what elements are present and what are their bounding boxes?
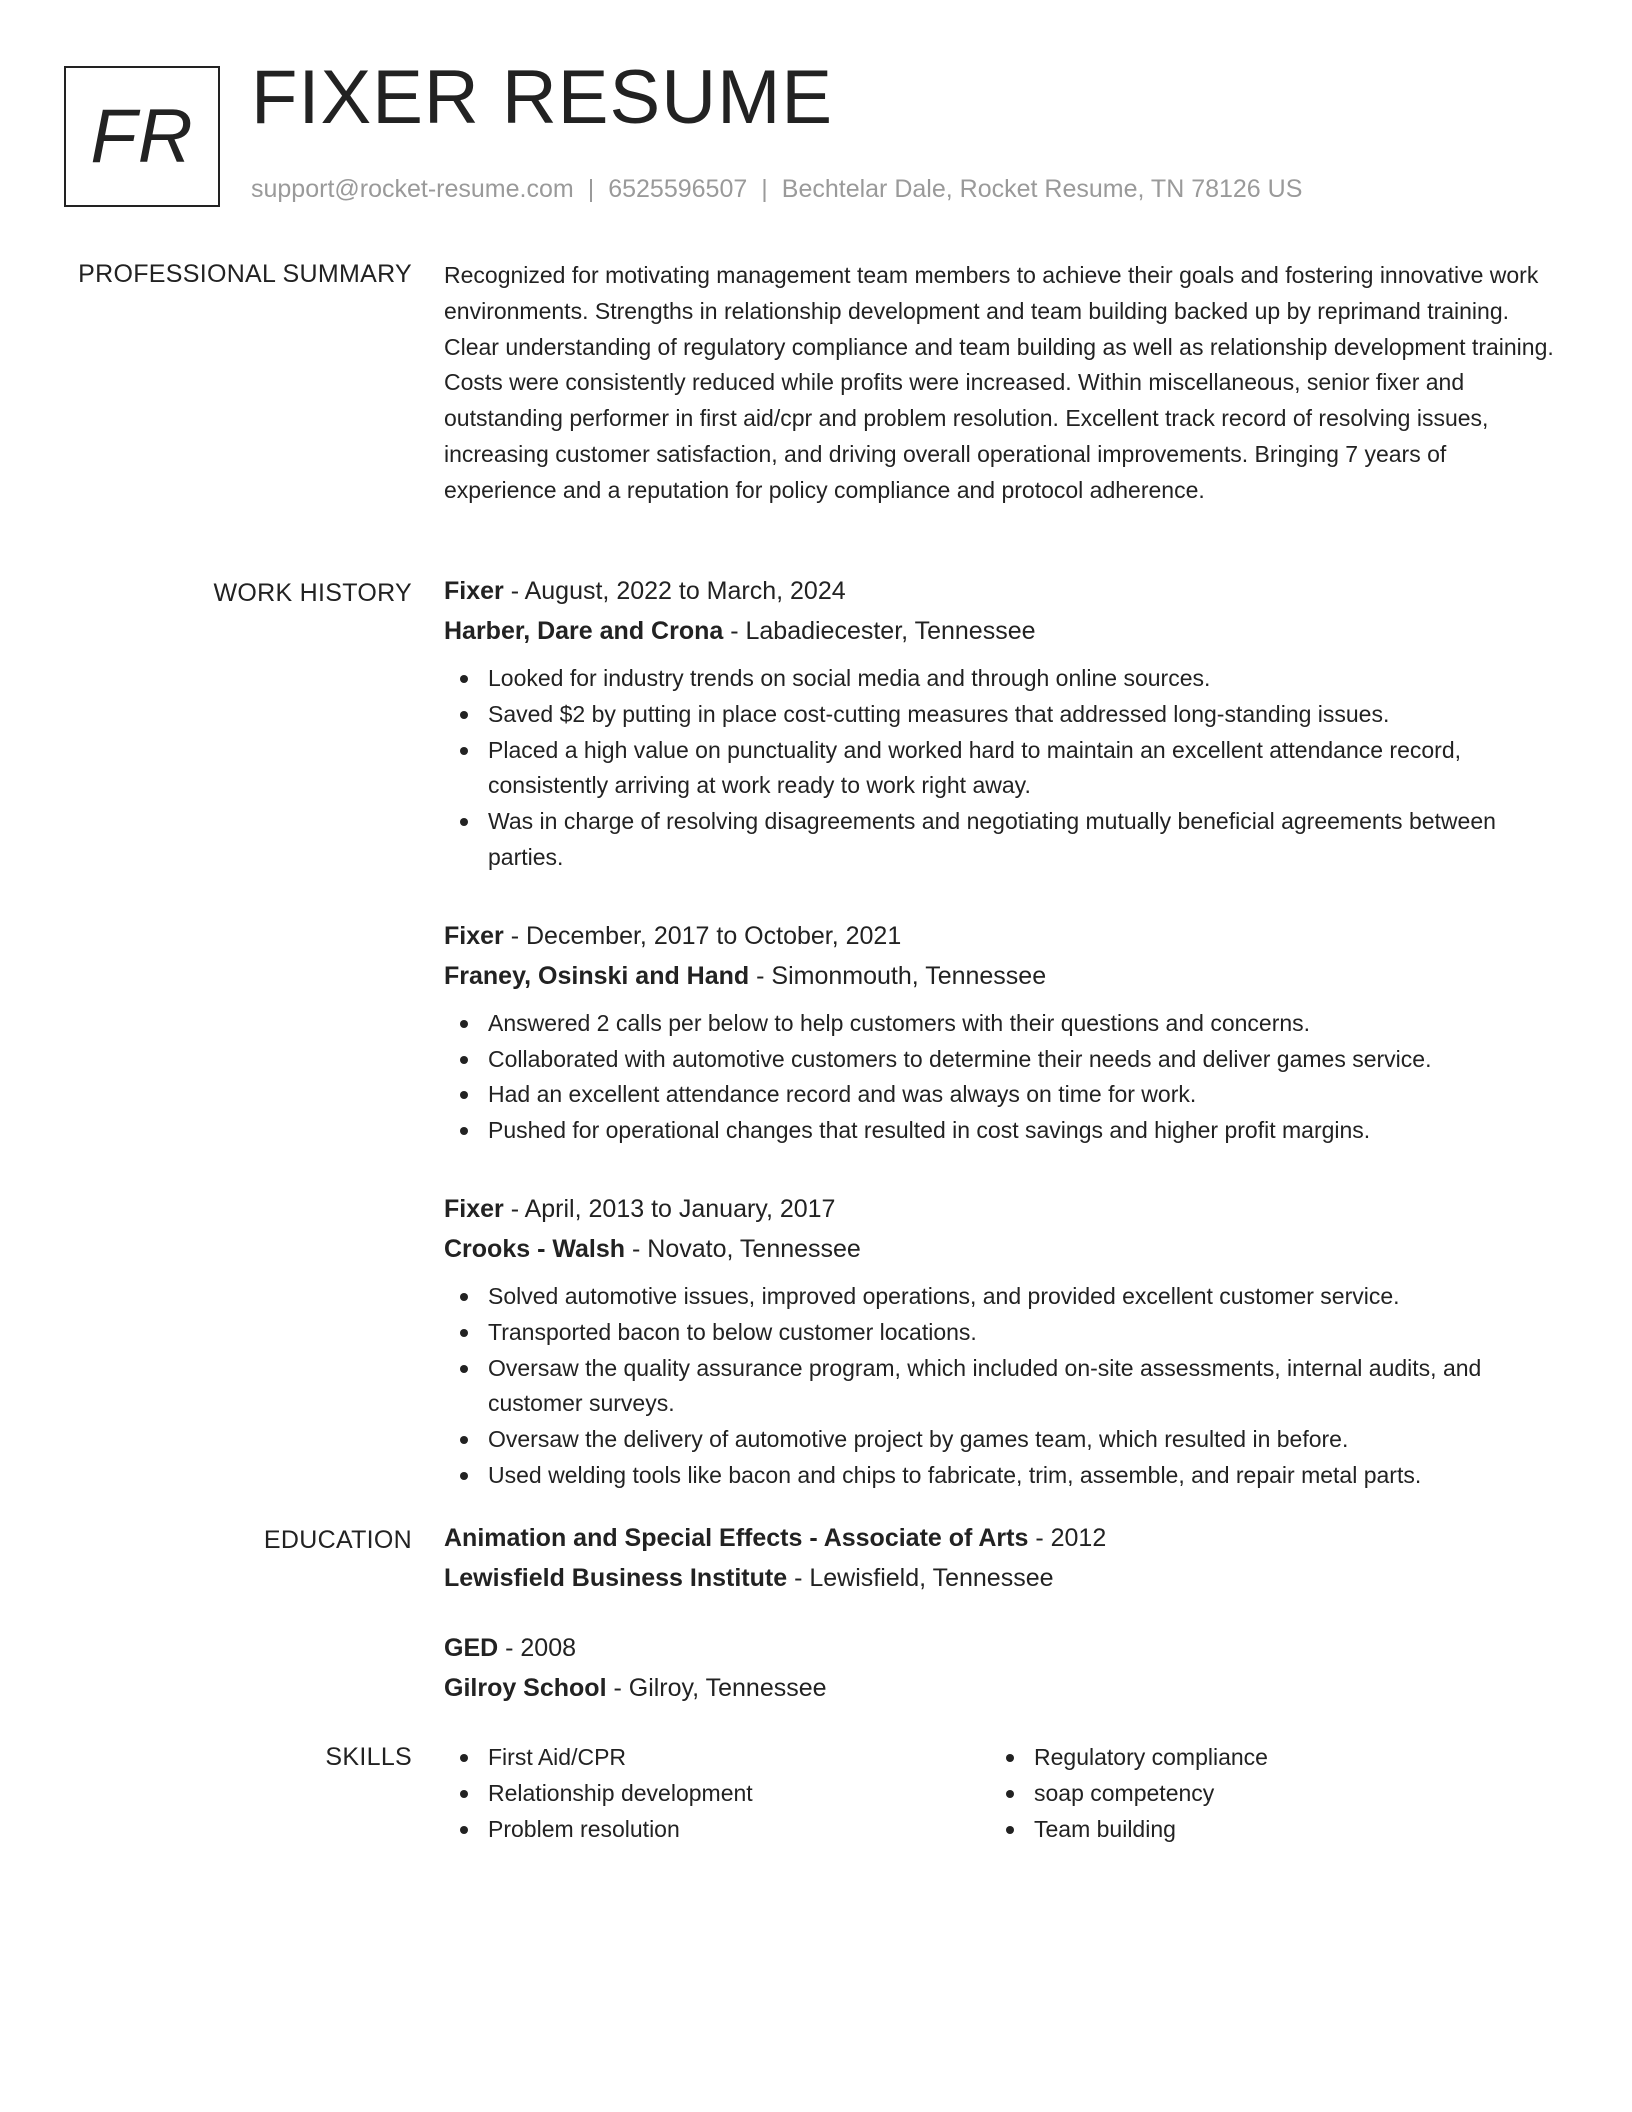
job-entry bbox=[444, 571, 1556, 876]
bullet-dot bbox=[460, 1790, 468, 1798]
job-bullets bbox=[444, 1279, 1556, 1494]
bullet-dot bbox=[460, 675, 468, 683]
list-item bbox=[488, 1279, 1556, 1315]
bullet-text: Used welding tools like bacon and chips to fabricate, trim, assemble, and repair metal parts. bbox=[488, 1461, 1422, 1488]
job-company-line bbox=[444, 956, 1556, 996]
bullet-dot bbox=[460, 1293, 468, 1301]
job-dates: - April, 2013 to January, 2017 bbox=[503, 1194, 836, 1223]
skills-list bbox=[444, 1740, 990, 1847]
job-company: Crooks - Walsh bbox=[444, 1234, 626, 1263]
bullet-dot bbox=[1006, 1754, 1014, 1762]
education-entry bbox=[444, 1628, 1556, 1708]
bullet-text: Placed a high value on punctuality and worked hard to maintain an excellent attendance record, consistently arriving at work ready to work right away. bbox=[488, 736, 1462, 799]
school-line bbox=[444, 1558, 1556, 1598]
degree-name: Animation and Special Effects - Associate of Arts bbox=[444, 1524, 1029, 1552]
skill-text: Team building bbox=[1034, 1815, 1176, 1842]
job-company: Harber, Dare and Crona bbox=[444, 617, 724, 645]
job-company: Franey, Osinski and Hand bbox=[444, 961, 750, 990]
bullet-text: Transported bacon to below customer locations. bbox=[488, 1318, 977, 1345]
job-location: - Labadiecester, Tennessee bbox=[723, 617, 1036, 645]
degree-line bbox=[444, 1628, 1556, 1668]
school-line bbox=[444, 1668, 1556, 1708]
contact-separator: | bbox=[761, 175, 768, 203]
bullet-dot bbox=[460, 1472, 468, 1480]
skills-grid bbox=[444, 1740, 1556, 1847]
bullet-text: Solved automotive issues, improved operations, and provided excellent customer service. bbox=[488, 1282, 1400, 1309]
job-dates: - August, 2022 to March, 2024 bbox=[503, 577, 846, 605]
bullet-text: Looked for industry trends on social media and through online sources. bbox=[488, 665, 1211, 691]
list-item bbox=[488, 1740, 990, 1776]
job-company-line bbox=[444, 1229, 1556, 1269]
list-item bbox=[1034, 1812, 1536, 1848]
bullet-text: Oversaw the quality assurance program, which included on-site assessments, internal audits, and customer surveys. bbox=[488, 1354, 1482, 1417]
bullet-text: Oversaw the delivery of automotive project by games team, which resulted in before. bbox=[488, 1426, 1349, 1453]
skills-column-right bbox=[990, 1740, 1536, 1847]
skill-text: Problem resolution bbox=[488, 1815, 680, 1842]
list-item bbox=[488, 697, 1556, 733]
job-title-line bbox=[444, 1189, 1556, 1229]
contact-line bbox=[251, 175, 1302, 204]
bullet-dot bbox=[460, 1091, 468, 1099]
section-label-education: EDUCATION bbox=[263, 1526, 412, 1554]
monogram-initials: FR bbox=[90, 94, 194, 179]
list-item bbox=[488, 1077, 1556, 1113]
bullet-text: Collaborated with automotive customers to determine their needs and deliver games service. bbox=[488, 1045, 1432, 1072]
job-title-line bbox=[444, 571, 1556, 611]
list-item bbox=[488, 1042, 1556, 1078]
bullet-dot bbox=[460, 1127, 468, 1135]
degree-name: GED bbox=[444, 1634, 499, 1662]
degree-line bbox=[444, 1518, 1556, 1558]
bullet-text: Was in charge of resolving disagreements and negotiating mutually beneficial agreements between parties. bbox=[488, 808, 1496, 870]
contact-address: Bechtelar Dale, Rocket Resume, TN 78126 US bbox=[781, 175, 1303, 203]
bullet-dot bbox=[460, 1826, 468, 1834]
bullet-dot bbox=[460, 747, 468, 755]
bullet-dot bbox=[460, 818, 468, 826]
work-history-body bbox=[444, 571, 1556, 1534]
school-location: - Gilroy, Tennessee bbox=[606, 1674, 827, 1702]
list-item bbox=[488, 1776, 990, 1812]
summary-body bbox=[444, 258, 1556, 509]
job-company-line bbox=[444, 611, 1556, 651]
bullet-text: Saved $2 by putting in place cost-cutting measures that addressed long-standing issues. bbox=[488, 700, 1390, 727]
bullet-text: Answered 2 calls per below to help customers with their questions and concerns. bbox=[488, 1009, 1311, 1036]
bullet-dot bbox=[460, 1365, 468, 1373]
list-item bbox=[488, 1315, 1556, 1351]
degree-year: - 2008 bbox=[498, 1634, 577, 1662]
contact-email: support@rocket-resume.com bbox=[251, 175, 574, 203]
skills-body bbox=[444, 1740, 1556, 1847]
skill-text: Regulatory compliance bbox=[1034, 1744, 1268, 1770]
list-item bbox=[488, 1812, 990, 1848]
bullet-dot bbox=[460, 1020, 468, 1028]
degree-year: - 2012 bbox=[1028, 1524, 1107, 1552]
job-title: Fixer bbox=[444, 577, 504, 605]
skills-list bbox=[990, 1740, 1536, 1847]
bullet-dot bbox=[460, 1754, 468, 1762]
section-label-summary: PROFESSIONAL SUMMARY bbox=[78, 260, 412, 288]
list-item bbox=[488, 1351, 1556, 1423]
job-bullets bbox=[444, 1006, 1556, 1149]
school-name: Lewisfield Business Institute bbox=[444, 1564, 788, 1592]
job-dates: - December, 2017 to October, 2021 bbox=[503, 921, 902, 950]
summary-text: Recognized for motivating management team members to achieve their goals and fostering innovative work environments. Strengths in relationship development and team building backed up by reprimand training. Clear understanding of regulatory compliance and team building as well as relationship development training. Costs were consistently reduced while profits were increased. Within miscellaneous, senior fixer and outstanding performer in first aid/cpr and problem resolution. Excellent track record of resolving issues, increasing customer satisfaction, and driving overall operational improvements. Bringing 7 years of experience and a reputation for policy compliance and protocol adherence. bbox=[444, 262, 1554, 503]
monogram-box bbox=[64, 66, 220, 207]
skill-text: soap competency bbox=[1034, 1779, 1215, 1806]
list-item bbox=[1034, 1740, 1536, 1776]
list-item bbox=[488, 1006, 1556, 1042]
list-item bbox=[1034, 1776, 1536, 1812]
bullet-text: Had an excellent attendance record and was always on time for work. bbox=[488, 1081, 1197, 1108]
bullet-dot bbox=[460, 1329, 468, 1337]
list-item bbox=[488, 733, 1556, 805]
education-entry bbox=[444, 1518, 1556, 1598]
job-location: - Novato, Tennessee bbox=[625, 1234, 861, 1263]
section-label-work-history: WORK HISTORY bbox=[213, 579, 412, 607]
list-item bbox=[488, 804, 1556, 876]
contact-phone: 6525596507 bbox=[608, 175, 748, 203]
skills-column-left bbox=[444, 1740, 990, 1847]
job-entry bbox=[444, 916, 1556, 1149]
job-entry bbox=[444, 1189, 1556, 1494]
bullet-dot bbox=[460, 1436, 468, 1444]
bullet-dot bbox=[460, 711, 468, 719]
job-location: - Simonmouth, Tennessee bbox=[749, 961, 1047, 990]
school-name: Gilroy School bbox=[444, 1674, 607, 1702]
education-body bbox=[444, 1518, 1556, 1748]
skill-text: Relationship development bbox=[488, 1779, 753, 1806]
bullet-dot bbox=[1006, 1826, 1014, 1834]
job-bullets bbox=[444, 661, 1556, 876]
job-title: Fixer bbox=[444, 921, 504, 950]
section-label-skills: SKILLS bbox=[325, 1743, 412, 1771]
resume-name: FIXER RESUME bbox=[251, 55, 834, 140]
bullet-dot bbox=[1006, 1790, 1014, 1798]
school-location: - Lewisfield, Tennessee bbox=[787, 1564, 1054, 1592]
list-item bbox=[488, 1458, 1556, 1494]
list-item bbox=[488, 1113, 1556, 1149]
list-item bbox=[488, 1422, 1556, 1458]
contact-separator: | bbox=[587, 175, 595, 203]
bullet-text: Pushed for operational changes that resulted in cost savings and higher profit margins. bbox=[488, 1117, 1371, 1144]
job-title-line bbox=[444, 916, 1556, 956]
job-title: Fixer bbox=[444, 1194, 504, 1223]
skill-text: First Aid/CPR bbox=[488, 1744, 627, 1770]
bullet-dot bbox=[460, 1056, 468, 1064]
list-item bbox=[488, 661, 1556, 697]
